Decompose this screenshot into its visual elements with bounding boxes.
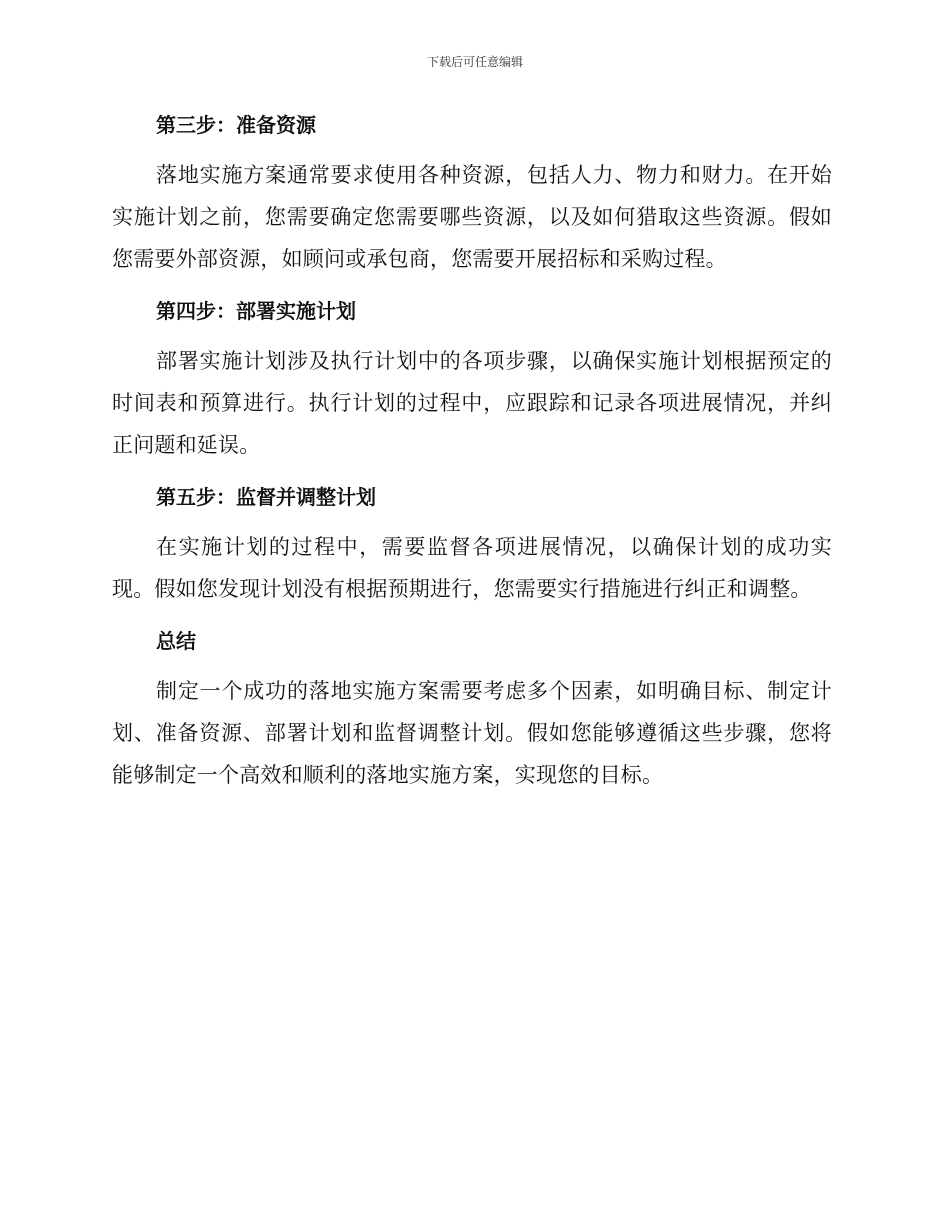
section-heading-step-4: 第四步：部署实施计划: [156, 299, 356, 323]
page-header: 下载后可任意编辑: [426, 55, 523, 69]
section-heading-step-3: 第三步：准备资源: [156, 113, 316, 137]
section-heading-step-5: 第五步：监督并调整计划: [156, 485, 376, 509]
section-paragraph-step-5: 在实施计划的过程中，需要监督各项进展情况，以确保计划的成功实现。假如您发现计划没有根据预期进行，您需要实行措施进行纠正和调整。: [112, 535, 832, 601]
section-paragraph-step-4: 部署实施计划涉及执行计划中的各项步骤，以确保实施计划根据预定的时间表和预算进行。执行计划的过程中，应跟踪和记录各项进展情况，并纠正问题和延误。: [112, 349, 832, 457]
section-heading-summary: 总结: [156, 629, 196, 653]
section-paragraph-step-3: 落地实施方案通常要求使用各种资源，包括人力、物力和财力。在开始实施计划之前，您需要确定您需要哪些资源，以及如何猎取这些资源。假如您需要外部资源，如顾问或承包商，您需要开展招标和采购过程。: [112, 163, 832, 271]
section-paragraph-summary: 制定一个成功的落地实施方案需要考虑多个因素，如明确目标、制定计划、准备资源、部署计划和监督调整计划。假如您能够遵循这些步骤，您将能够制定一个高效和顺利的落地实施方案，实现您的目标。: [112, 679, 832, 787]
document-body: [112, 108, 832, 810]
